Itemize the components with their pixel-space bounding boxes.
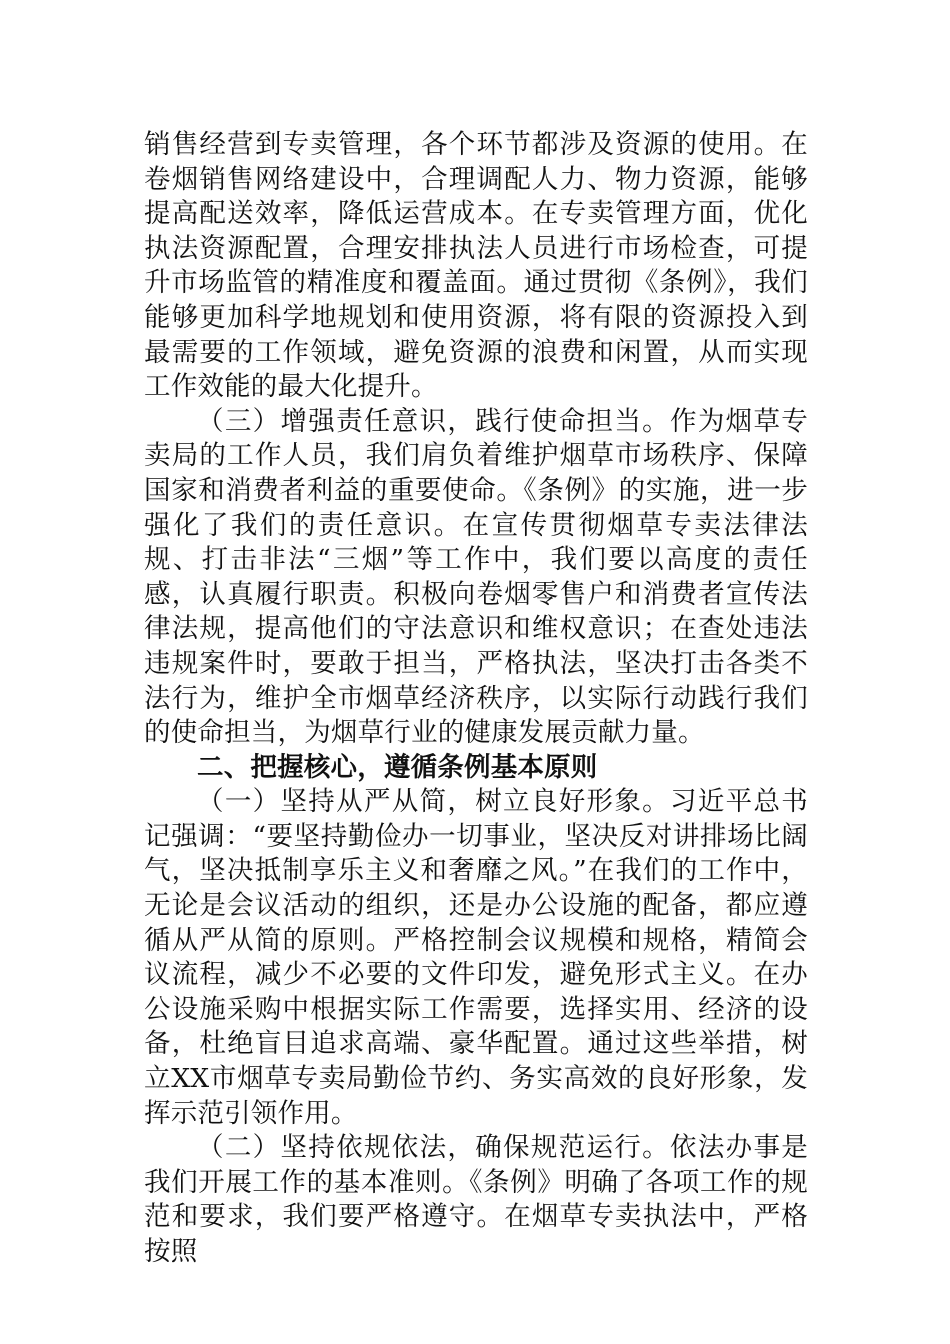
paragraph-resource-continued: 销售经营到专卖管理，各个环节都涉及资源的使用。在卷烟销售网络建设中，合理调配人力、物力资源，能够提高配送效率，降低运营成本。在专卖管理方面，优化执法资源配置，合理安排执法人员进行市场检查，可提升市场监管的精准度和覆盖面。通过贯彻《条例》，我们能够更加科学地规划和使用资源，将有限的资源投入到最需要的工作领域，避免资源的浪费和闲置，从而实现工作效能的最大化提升。 — [144, 129, 808, 403]
paragraph-strict-simple: （一）坚持从严从简，树立良好形象。习近平总书记强调：“要坚持勤俭办一切事业，坚决反对讲排场比阔气，坚决抵制享乐主义和奢靡之风。”在我们的工作中，无论是会议活动的组织，还是办公设施的配备，都应遵循从严从简的原则。严格控制会议规模和规格，精简会议流程，减少不必要的文件印发，避免形式主义。在办公设施采购中根据实际工作需要，选择实用、经济的设备，杜绝盲目追求高端、豪华配置。通过这些举措，树立XX市烟草专卖局勤俭节约、务实高效的良好形象，发挥示范引领作用。 — [144, 786, 808, 1129]
document-body — [144, 128, 808, 1270]
paragraph-responsibility: （三）增强责任意识，践行使命担当。作为烟草专卖局的工作人员，我们肩负着维护烟草市场秩序、保障国家和消费者利益的重要使命。《条例》的实施，进一步强化了我们的责任意识。在宣传贯彻烟草专卖法律法规、打击非法“三烟”等工作中，我们要以高度的责任感，认真履行职责。积极向卷烟零售户和消费者宣传法律法规，提高他们的守法意识和维权意识；在查处违法违规案件时，要敢于担当，严格执法，坚决打击各类不法行为，维护全市烟草经济秩序，以实际行动践行我们的使命担当，为烟草行业的健康发展贡献力量。 — [144, 405, 808, 749]
paragraph-lawful-operation: （二）坚持依规依法，确保规范运行。依法办事是我们开展工作的基本准则。《条例》明确了各项工作的规范和要求，我们要严格遵守。在烟草专卖执法中，严格按照 — [144, 1132, 808, 1267]
section-heading-2: 二、把握核心，遵循条例基本原则 — [197, 751, 598, 783]
